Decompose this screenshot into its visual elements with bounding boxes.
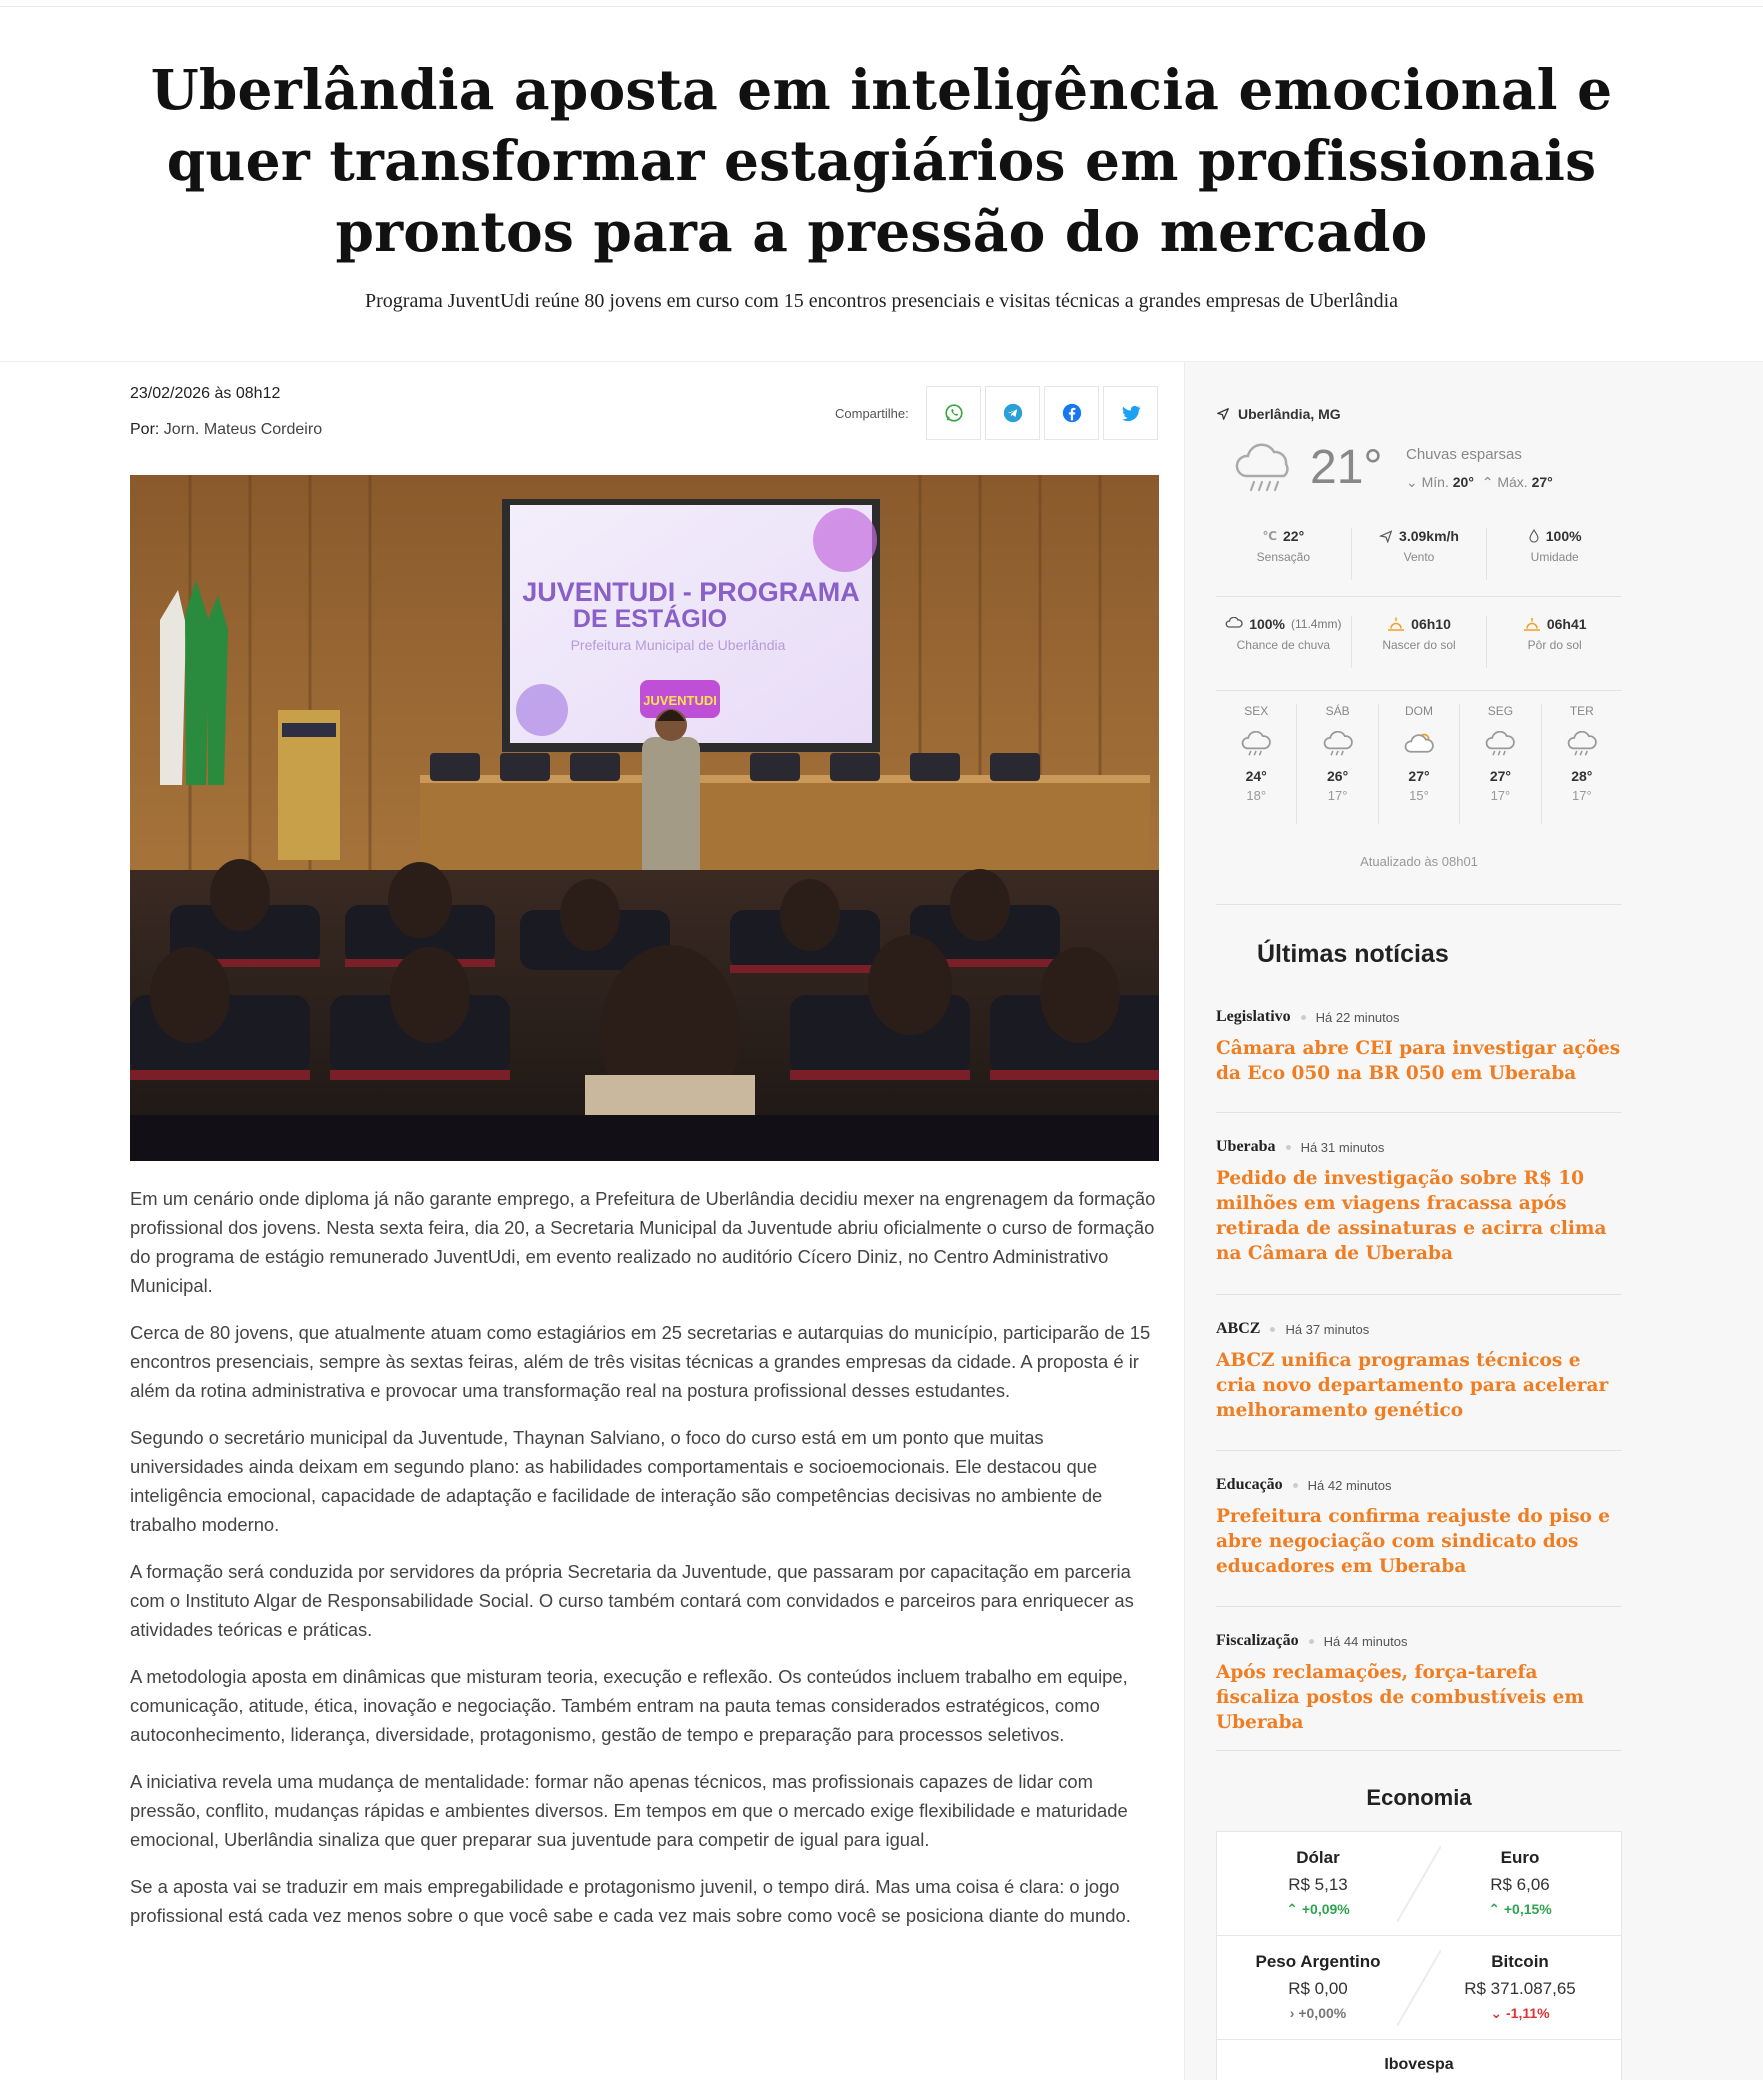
- share-twitter-button[interactable]: [1103, 386, 1158, 440]
- article-subtitle: Programa JuventUdi reúne 80 jovens em curso com 15 encontros presenciais e visitas técnicas a grandes empresas de Uberlândia: [365, 290, 1398, 312]
- quote-change: +0,15%: [1503, 1901, 1552, 1917]
- news-time: Há 42 minutos: [1307, 1477, 1392, 1493]
- twitter-icon: [1120, 402, 1142, 424]
- arrow-down-icon: ⌄: [1490, 2005, 1503, 2021]
- quote-price: R$ 6,06: [1490, 1875, 1550, 1894]
- sunset-icon: [1523, 616, 1541, 632]
- news-time: Há 44 minutos: [1323, 1633, 1408, 1649]
- author-label: Por:: [130, 421, 160, 438]
- quote-ibovespa[interactable]: Ibovespa: [1384, 2056, 1454, 2073]
- stat-value: 22°: [1283, 528, 1305, 544]
- section-divider: [1216, 1750, 1622, 1751]
- stat-label: Nascer do sol: [1382, 638, 1456, 652]
- quote-name: Dólar: [1296, 1848, 1340, 1867]
- forecast-min: 17°: [1571, 788, 1592, 803]
- stat-value: 100%: [1249, 616, 1286, 632]
- quote-price: R$ 371.087,65: [1464, 1979, 1576, 1998]
- weather-stat-wind: [1352, 528, 1488, 580]
- share-whatsapp-button[interactable]: [926, 386, 981, 440]
- quote-price: R$ 5,13: [1288, 1875, 1348, 1894]
- economy-title: Economia: [1366, 1785, 1472, 1810]
- quote-change: -1,11%: [1506, 2005, 1550, 2021]
- quote-change: +0,00%: [1298, 2005, 1347, 2021]
- separator-dot: [1301, 1015, 1306, 1020]
- news-category[interactable]: Fiscalização: [1216, 1632, 1299, 1649]
- sun-cloud-icon: [1403, 731, 1435, 757]
- forecast-max: 27°: [1489, 768, 1511, 784]
- forecast-max: 27°: [1408, 768, 1430, 784]
- article-paragraph: Se a aposta vai se traduzir em mais empregabilidade e protagonismo juvenil, o tempo dirá. Mas uma coisa é clara: o jogo profissional está cada vez menos sobre o que você sabe e cada vez mais sobre como você se posiciona diante do mundo.: [130, 1876, 1131, 1926]
- quote-dolar[interactable]: [1217, 1848, 1419, 1918]
- weather-stat-rain: [1216, 616, 1352, 668]
- telegram-icon: [1002, 402, 1024, 424]
- article-photo: [130, 475, 1159, 1161]
- news-divider: [1216, 1294, 1622, 1295]
- weather-location-label: Uberlândia, MG: [1238, 406, 1341, 422]
- article-body: [130, 1184, 1162, 1948]
- chevron-down-icon: ⌄: [1406, 474, 1418, 490]
- auditorium-image: [130, 475, 1159, 1161]
- rain-cloud-icon: [1566, 731, 1598, 757]
- economy-widget: [1216, 1831, 1622, 2080]
- news-headline-link[interactable]: ABCZ unifica programas técnicos e cria novo departamento para acelerar melhoramento genético: [1216, 1350, 1609, 1421]
- page-title: Uberlândia aposta em inteligência emocional e quer transformar estagiários em profissionais prontos para a pressão do mercado: [150, 57, 1613, 264]
- news-divider: [1216, 1606, 1622, 1607]
- article-header: [0, 0, 1763, 362]
- news-time: Há 31 minutos: [1300, 1139, 1385, 1155]
- forecast-day-label: TER: [1569, 704, 1594, 718]
- stat-label: Vento: [1403, 550, 1435, 564]
- share-telegram-button[interactable]: [985, 386, 1040, 440]
- chevron-up-icon: ⌃: [1481, 474, 1494, 490]
- news-divider: [1216, 1450, 1622, 1451]
- news-headline-link[interactable]: Câmara abre CEI para investigar ações da Eco 050 na BR 050 em Uberaba: [1216, 1038, 1621, 1084]
- arrow-up-icon: ⌃: [1286, 1901, 1298, 1917]
- quote-peso[interactable]: [1217, 1952, 1419, 2021]
- latest-news-title: Últimas notícias: [1257, 940, 1449, 968]
- article-paragraph: A iniciativa revela uma mudança de mentalidade: formar não apenas técnicos, mas profissionais capazes de lidar com pressão, conflito, mudanças rápidas e ambientes diversos. Em tempos em que o mercado exige flexibilidade e maturidade emocional, Uberlândia sinaliza que quer preparar sua juventude para competir de igual para igual.: [130, 1771, 1128, 1850]
- wind-icon: [1379, 529, 1393, 543]
- stat-value: 3.09km/h: [1399, 528, 1459, 544]
- forecast-day: [1542, 704, 1622, 824]
- weather-min-max: [1406, 474, 1553, 491]
- quote-change: +0,09%: [1301, 1901, 1350, 1917]
- stat-value: 100%: [1545, 528, 1582, 544]
- news-category[interactable]: Educação: [1216, 1476, 1283, 1493]
- quote-euro[interactable]: [1419, 1848, 1621, 1918]
- location-arrow-icon: [1216, 407, 1230, 421]
- section-divider: [1216, 904, 1622, 905]
- forecast-max: 24°: [1245, 768, 1267, 784]
- news-category[interactable]: Uberaba: [1216, 1138, 1276, 1155]
- forecast-day: [1379, 704, 1460, 824]
- weather-location[interactable]: [1216, 406, 1341, 422]
- publish-date: 23/02/2026 às 08h12: [130, 385, 281, 402]
- screen-title-2: DE ESTÁGIO: [572, 605, 728, 633]
- news-divider: [1216, 1112, 1622, 1113]
- rain-cloud-icon: [1225, 617, 1243, 631]
- article-paragraph: Segundo o secretário municipal da Juventude, Thaynan Salviano, o foco do curso está em um ponto que muitas universidades ainda deixam em segundo plano: as habilidades comportamentais e socioemocionais. Ele destacou que inteligência emocional, capacidade de adaptação e facilidade de interação são competências decisivas no ambiente de trabalho moderno.: [130, 1427, 1103, 1535]
- weather-forecast: [1216, 704, 1622, 824]
- weather-stat-sunrise: [1352, 616, 1488, 668]
- droplet-icon: [1528, 529, 1540, 543]
- max-temp: 27°: [1531, 474, 1553, 490]
- stat-extra: (11.4mm): [1291, 617, 1342, 631]
- news-item[interactable]: [1216, 1138, 1622, 1266]
- article-paragraph: A formação será conduzida por servidores da própria Secretaria da Juventude, que passaram por capacitação em parceria com o Instituto Algar de Responsabilidade Social. O curso também contará com convidados e parceiros para enriquecer as atividades teóricas e práticas.: [130, 1561, 1134, 1640]
- author-line: [130, 421, 322, 439]
- arrow-right-icon: ›: [1289, 2005, 1295, 2021]
- forecast-day: [1297, 704, 1378, 824]
- weather-stats: [1216, 528, 1622, 580]
- screen-title-1: JUVENTUDI - PROGRAMA: [522, 577, 860, 607]
- news-item[interactable]: [1216, 1008, 1622, 1086]
- news-time: Há 22 minutos: [1315, 1009, 1400, 1025]
- news-item[interactable]: [1216, 1632, 1622, 1735]
- quote-name: Bitcoin: [1491, 1952, 1549, 1971]
- weather-divider: [1216, 596, 1622, 597]
- forecast-day-label: SÁB: [1325, 704, 1350, 718]
- stat-value: 06h41: [1546, 616, 1587, 632]
- whatsapp-icon: [943, 402, 965, 424]
- forecast-min: 17°: [1327, 788, 1348, 803]
- weather-divider: [1216, 690, 1622, 691]
- quote-price: R$ 0,00: [1288, 1979, 1348, 1998]
- weather-description: Chuvas esparsas: [1406, 446, 1522, 463]
- article-paragraph: A metodologia aposta em dinâmicas que misturam teoria, execução e reflexão. Os conteúdos incluem trabalho em equipe, comunicação, atitude, ética, inovação e negociação. Também entram na pauta temas considerados estratégicos, como autoconhecimento, liderança, diversidade, protagonismo, gestão de tempo e preparação para processos seletivos.: [130, 1666, 1128, 1745]
- separator-dot: [1270, 1327, 1275, 1332]
- current-temperature: 21°: [1310, 441, 1383, 494]
- forecast-day-label: SEX: [1244, 704, 1269, 718]
- rain-cloud-icon: [1322, 731, 1354, 757]
- thermometer-icon: ℃: [1262, 529, 1278, 543]
- quote-name: Euro: [1500, 1848, 1540, 1867]
- forecast-day-label: SEG: [1487, 704, 1514, 718]
- rain-cloud-icon: [1484, 731, 1516, 757]
- rain-cloud-icon: [1240, 731, 1272, 757]
- news-headline-link[interactable]: Após reclamações, força-tarefa fiscaliza postos de combustíveis em Uberaba: [1216, 1662, 1584, 1733]
- facebook-icon: [1061, 402, 1083, 424]
- share-facebook-button[interactable]: [1044, 386, 1099, 440]
- stat-label: Sensação: [1256, 550, 1311, 564]
- stat-label: Pôr do sol: [1527, 638, 1582, 652]
- separator-dot: [1309, 1639, 1314, 1644]
- forecast-day: [1216, 704, 1297, 824]
- weather-updated: Atualizado às 08h01: [1360, 854, 1478, 869]
- max-label: Máx.: [1497, 474, 1528, 490]
- separator-dot: [1286, 1145, 1291, 1150]
- forecast-day-label: DOM: [1405, 704, 1434, 718]
- news-headline-link[interactable]: Prefeitura confirma reajuste do piso e abre negociação com sindicato dos educadores em Uberaba: [1216, 1506, 1611, 1577]
- quote-bitcoin[interactable]: [1419, 1952, 1621, 2022]
- sunrise-icon: [1387, 616, 1405, 632]
- weather-stat-sunset: [1487, 616, 1622, 668]
- screen-logo: JUVENTUDI: [643, 693, 717, 708]
- stat-label: Umidade: [1530, 550, 1579, 564]
- weather-stat-feels: [1216, 528, 1352, 580]
- forecast-min: 18°: [1246, 788, 1267, 803]
- news-item[interactable]: [1216, 1476, 1622, 1579]
- article-paragraph: Em um cenário onde diploma já não garante emprego, a Prefeitura de Uberlândia decidiu mexer na engrenagem da formação profissional dos jovens. Nesta sexta feira, dia 20, a Secretaria Municipal da Juventude abriu oficialmente o curso de formação do programa de estágio remunerado JuventUdi, em evento realizado no auditório Cícero Diniz, no Centro Administrativo Municipal.: [130, 1188, 1156, 1296]
- forecast-max: 26°: [1327, 768, 1349, 784]
- screen-subtitle: Prefeitura Municipal de Uberlândia: [570, 637, 786, 653]
- author-name[interactable]: Jorn. Mateus Cordeiro: [163, 421, 323, 438]
- news-category[interactable]: ABCZ: [1216, 1320, 1261, 1337]
- forecast-min: 17°: [1490, 788, 1511, 803]
- quote-name: Peso Argentino: [1255, 1952, 1381, 1971]
- forecast-max: 28°: [1571, 768, 1593, 784]
- article-paragraph: Cerca de 80 jovens, que atualmente atuam como estagiários em 25 secretarias e autarquias do município, participarão de 15 encontros presenciais, sempre às sextas feiras, além de três visitas técnicas a grandes empresas da cidade. A proposta é ir além da rotina administrativa e provocar uma transformação real na postura profissional desses estudantes.: [130, 1322, 1151, 1401]
- stat-label: Chance de chuva: [1236, 638, 1331, 652]
- rain-cloud-icon: [1232, 440, 1298, 496]
- forecast-min: 15°: [1409, 788, 1429, 803]
- news-headline-link[interactable]: Pedido de investigação sobre R$ 10 milhões em viagens fracassa após retirada de assinaturas e acirra clima na Câmara de Uberaba: [1216, 1168, 1607, 1264]
- weather-stats-secondary: [1216, 616, 1622, 668]
- min-label: Mín.: [1421, 474, 1449, 490]
- weather-stat-humidity: [1487, 528, 1622, 580]
- news-time: Há 37 minutos: [1285, 1321, 1370, 1337]
- stat-value: 06h10: [1411, 616, 1451, 632]
- news-item[interactable]: [1216, 1320, 1622, 1423]
- min-temp: 20°: [1452, 474, 1474, 490]
- share-label: Compartilhe:: [835, 406, 909, 421]
- separator-dot: [1293, 1483, 1298, 1488]
- economy-row: [1217, 1936, 1621, 2040]
- economy-row: [1217, 1832, 1621, 1936]
- arrow-up-icon: ⌃: [1488, 1901, 1500, 1917]
- news-category[interactable]: Legislativo: [1216, 1008, 1291, 1025]
- forecast-day: [1460, 704, 1541, 824]
